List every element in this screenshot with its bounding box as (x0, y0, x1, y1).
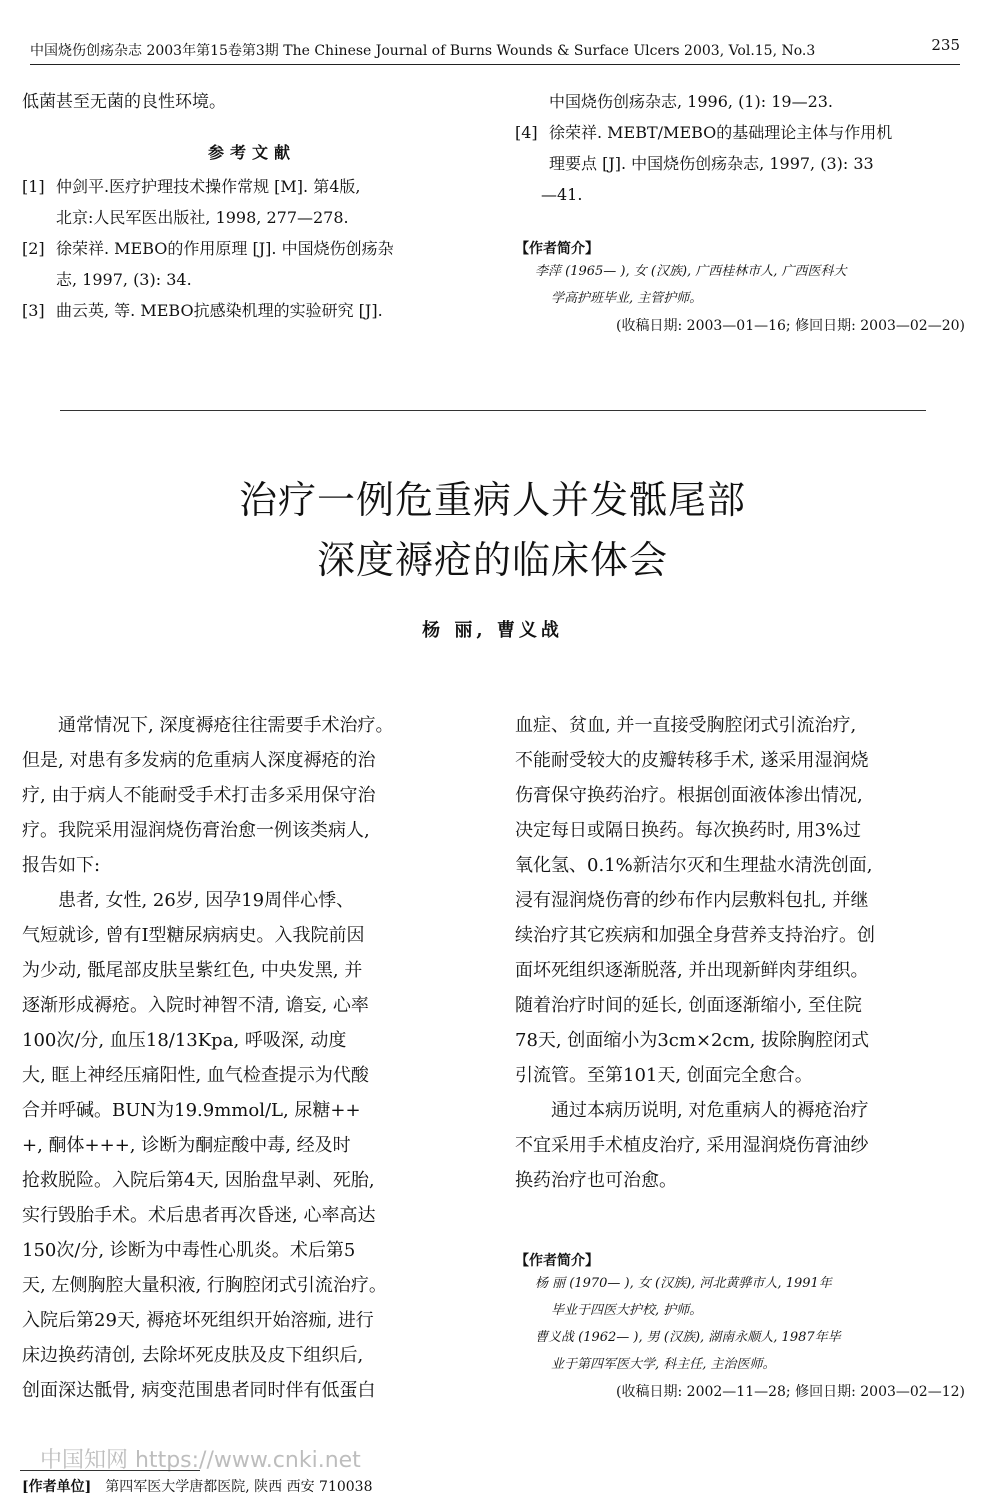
body-left-column (22, 708, 477, 1408)
reference-2 (22, 233, 482, 295)
body-line: 床边换药清创, 去除坏死皮肤及皮下组织后, (22, 1345, 364, 1366)
title-line-2: 深度褥疮的临床体会 (316, 538, 668, 582)
ref-text: 徐荣祥. MEBT/MEBO的基础理论主体与作用机 (549, 123, 893, 142)
prev-article-tail: 低菌甚至无菌的良性环境。 (22, 92, 226, 112)
body-line: 100次/分, 血压18/13Kpa, 呼吸深, 动度 (22, 1030, 347, 1051)
article-authors: 杨 丽, 曹义战 (422, 620, 563, 641)
author-intro-line: 曹义战 (1962— ), 男 (汉族), 湖南永顺人, 1987年毕 (535, 1330, 841, 1345)
ref-text: 仲剑平.医疗护理技术操作常规 [M]. 第4版, (56, 177, 361, 196)
body-line: 决定每日或隔日换药。每次换药时, 用3%过 (515, 820, 861, 841)
body-line: 不宜采用手术植皮治疗, 采用湿润烧伤膏油纱 (515, 1135, 869, 1156)
author-intro-line: 李萍 (1965— ), 女 (汉族), 广西桂林市人, 广西医科大 (535, 264, 847, 279)
received-dates: (收稿日期: 2003—01—16; 修回日期: 2003—02—20) (616, 318, 965, 334)
body-line: 换药治疗也可治愈。 (515, 1170, 677, 1191)
article-title (0, 470, 985, 590)
author-intro-line: 学高护班毕业, 主管护师。 (551, 291, 703, 306)
body-line: 78天, 创面缩小为3cm×2cm, 拔除胸腔闭式 (515, 1030, 870, 1051)
body-line: 实行毁胎手术。术后患者再次昏迷, 心率高达 (22, 1205, 376, 1226)
title-line-1: 治疗一例危重病人并发骶尾部 (238, 478, 746, 522)
reference-3 (22, 295, 482, 326)
ref-text-cont: 中国烧伤创疡杂志, 1996, (1): 19—23. (549, 92, 834, 111)
affiliation-label: [作者单位] (22, 1479, 92, 1495)
journal-header: 中国烧伤创疡杂志 2003年第15卷第3期 The Chinese Journal of Burns Wounds & Surface Ulcers 2003, Vol.15, No.3 (30, 43, 816, 59)
article-separator (60, 410, 926, 411)
ref-num: [1] (22, 177, 45, 196)
references-heading: 参考文献 (207, 143, 296, 162)
author-intro-title: 【作者简介】 (515, 241, 599, 257)
author-intro-line: 业于第四军医大学, 科主任, 主治医师。 (551, 1357, 776, 1372)
reference-3-continued (515, 86, 965, 117)
body-right-column (515, 708, 965, 1406)
body-line: 创面深达骶骨, 病变范围患者同时伴有低蛋白 (22, 1380, 376, 1401)
body-line: 不能耐受较大的皮瓣转移手术, 遂采用湿润烧 (515, 750, 869, 771)
body-line: 氧化氢、0.1%新洁尔灭和生理盐水清洗创面, (515, 855, 873, 876)
body-line: 疗, 由于病人不能耐受手术打击多采用保守治 (22, 785, 376, 806)
body-line: 通过本病历说明, 对危重病人的褥疮治疗 (551, 1100, 869, 1121)
ref-text-cont: —41. (541, 185, 583, 204)
body-line: 合并呼碱。BUN为19.9mmol/L, 尿糖++ (22, 1100, 361, 1121)
body-line: 大, 眶上神经压痛阳性, 血气检查提示为代酸 (22, 1065, 369, 1086)
body-line: 但是, 对患有多发病的危重病人深度褥疮的治 (22, 750, 376, 771)
body-line: 疗。我院采用湿润烧伤膏治愈一例该类病人, (22, 820, 370, 841)
affiliation-text: 第四军医大学唐都医院, 陕西 西安 710038 (105, 1479, 373, 1495)
received-dates: (收稿日期: 2002—11—28; 修回日期: 2003—02—12) (616, 1384, 965, 1400)
body-line: 天, 左侧胸腔大量积液, 行胸腔闭式引流治疗。 (22, 1275, 387, 1296)
body-line: 伤膏保守换药治疗。根据创面液体渗出情况, (515, 785, 863, 806)
body-line: 气短就诊, 曾有Ⅰ型糖尿病病史。入我院前因 (22, 925, 365, 946)
body-line: 面坏死组织逐渐脱落, 并出现新鲜肉芽组织。 (515, 960, 869, 981)
body-line: 抢救脱险。入院后第4天, 因胎盘早剥、死胎, (22, 1170, 375, 1191)
body-line: +, 酮体+++, 诊断为酮症酸中毒, 经及时 (22, 1135, 351, 1156)
ref-text-cont: 北京:人民军医出版社, 1998, 277—278. (56, 208, 349, 227)
author-affiliation (22, 1476, 373, 1496)
author-intro-title: 【作者简介】 (515, 1253, 599, 1269)
body-line: 随着治疗时间的延长, 创面逐渐缩小, 至住院 (515, 995, 862, 1016)
body-line: 报告如下: (22, 855, 101, 876)
prev-article-right-column (515, 86, 965, 340)
author-intro-line: 杨 丽 (1970— ), 女 (汉族), 河北黄骅市人, 1991年 (535, 1276, 832, 1291)
body-line: 续治疗其它疾病和加强全身营养支持治疗。创 (515, 925, 875, 946)
body-line: 150次/分, 诊断为中毒性心肌炎。术后第5 (22, 1240, 356, 1261)
ref-text-cont: 志, 1997, (3): 34. (56, 270, 192, 289)
body-line: 为少动, 骶尾部皮肤呈紫红色, 中央发黑, 并 (22, 960, 363, 981)
body-line: 血症、贫血, 并一直接受胸腔闭式引流治疗, (515, 715, 857, 736)
ref-num: [4] (515, 123, 538, 142)
footnote-rule (20, 1470, 200, 1471)
ref-num: [3] (22, 301, 45, 320)
author-intro-line: 毕业于四医大护校, 护师。 (551, 1303, 703, 1318)
body-line: 逐渐形成褥疮。入院时神智不清, 谵妄, 心率 (22, 995, 369, 1016)
ref-num: [2] (22, 239, 45, 258)
reference-1 (22, 171, 482, 233)
ref-text: 徐荣祥. MEBO的作用原理 [J]. 中国烧伤创疡杂 (56, 239, 394, 258)
cnki-watermark: 中国知网 https://www.cnki.net (40, 1448, 361, 1473)
body-line: 引流管。至第101天, 创面完全愈合。 (515, 1065, 813, 1086)
header-rule (30, 64, 960, 65)
prev-article-left-column (22, 86, 482, 326)
ref-text-cont: 理要点 [J]. 中国烧伤创疡杂志, 1997, (3): 33 (549, 154, 874, 173)
reference-4 (515, 117, 965, 210)
body-line: 通常情况下, 深度褥疮往往需要手术治疗。 (58, 715, 394, 736)
body-line: 患者, 女性, 26岁, 因孕19周伴心悸、 (58, 890, 355, 911)
page-number: 235 (931, 36, 960, 54)
running-header (30, 36, 960, 62)
body-line: 入院后第29天, 褥疮坏死组织开始溶痂, 进行 (22, 1310, 374, 1331)
body-line: 浸有湿润烧伤膏的纱布作内层敷料包扎, 并继 (515, 890, 869, 911)
ref-text: 曲云英, 等. MEBO抗感染机理的实验研究 [J]. (56, 301, 383, 320)
